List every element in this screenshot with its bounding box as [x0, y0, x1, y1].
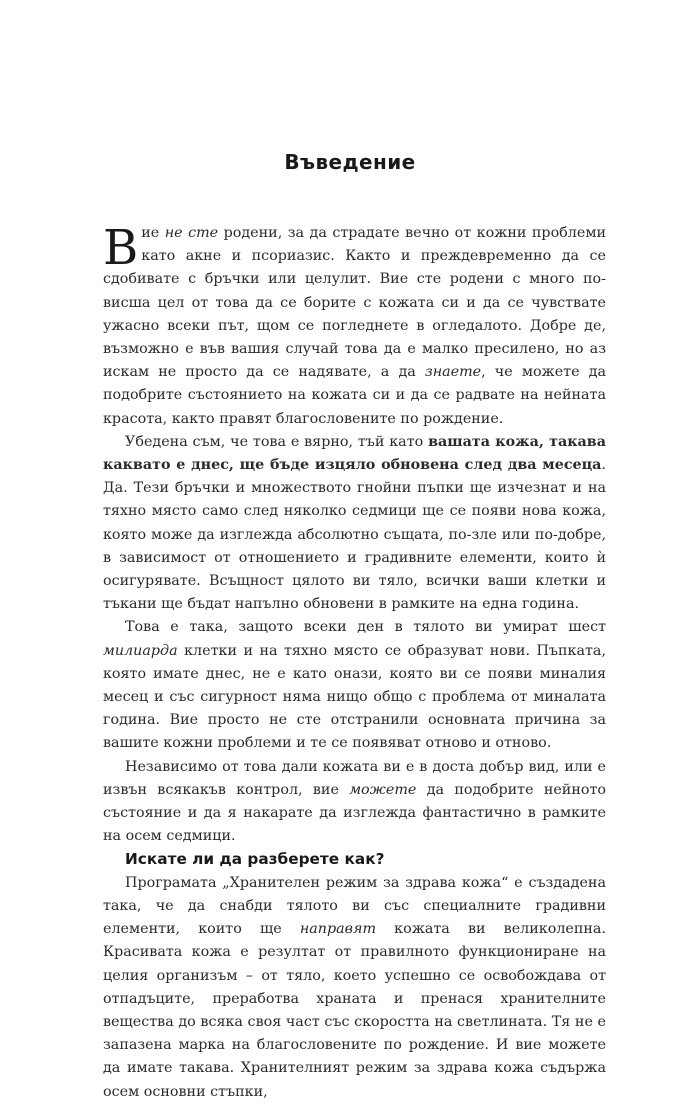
paragraph-4-text-2: да подобрите нейното състояние и да я накарате да изглежда фантастично в рамките на осем седмици. — [103, 781, 606, 845]
paragraph-4-text-1: Независимо от това дали кожата ви е в доста добър вид, или е извън всякакъв контрол, вие — [103, 758, 606, 798]
paragraph-1-emphasis-1: не сте — [164, 225, 219, 241]
paragraph-3-text-1: Това е така, защото всеки ден в тялото ви умират шест — [125, 619, 606, 636]
section-subheading: Искате ли да разберете как? — [125, 850, 385, 869]
paragraph-5-text-1: Програмата „Хранителен режим за здрава кожа“ е създадена така, че да снабди тялото ви със специалните градивни елементи, които ще — [103, 874, 606, 938]
chapter-title: Въведение — [284, 150, 416, 174]
paragraph-4 — [103, 756, 606, 849]
paragraph-5 — [103, 872, 606, 1104]
paragraph-1-text-1: ие — [141, 225, 165, 241]
paragraph-2 — [103, 431, 606, 617]
paragraph-1-text-3: , че можете да подобрите състоянието на кожата си и да се радвате на нейната красота, както правят благословените по рождение. — [103, 364, 606, 427]
paragraph-2-text-2: . Да. Тези бръчки и множеството гнойни пъпки ще изчезнат и на тяхно място само след няколко седмици ще се появи нова кожа, която може да изглежда абсолютно същата, по-зле или по-добре, в зависимост от отношението и градивните елементи, които ѝ осигурявате. Всъщност цялото ви тяло, всички ваши клетки и тъкани ще бъдат напълно обновени в рамките на една година. — [103, 457, 606, 613]
paragraph-3 — [103, 616, 606, 755]
paragraph-2-bold: вашата кожа, такава каквато е днес, ще бъде изцяло обновена след два месеца — [103, 433, 606, 474]
paragraph-5-emphasis: направят — [299, 921, 377, 938]
body-text — [103, 222, 606, 1104]
paragraph-3-text-2: клетки и на тяхно място се образуват нови. Пъпката, която имате днес, не е като онази, която ви се появи миналия месец и със сигурност няма нищо общо с проблема от миналата година. Вие просто не сте отстранили основната причина за вашите кожни проблеми и те се появяват отново и отново. — [103, 642, 606, 752]
paragraph-3-emphasis: милиарда — [103, 642, 178, 659]
paragraph-1-emphasis-2: знаете — [424, 364, 482, 381]
paragraph-1 — [103, 222, 606, 431]
paragraph-1-text-2: родени, за да страдате вечно от кожни проблеми като акне и псориазис. Както и преждевременно да се сдобивате с бръчки или целулит. Вие сте родени с много по-висша цел от това да се борите с кожата си и да се чувствате ужасно всеки път, щом се погледнете в огледалото. Добре де, възможно е във вашия случай това да е малко пресилено, но аз искам не просто да се надявате, а да — [103, 225, 606, 381]
paragraph-4-emphasis: можете — [349, 781, 417, 798]
paragraph-2-text-1: Убедена съм, че това е вярно, тъй като — [125, 433, 429, 450]
paragraph-5-text-2: кожата ви великолепна. Красивата кожа е резултат от правилното функциониране на целия организъм – от тяло, което успешно се освобождава от отпадъците, преработва храната и пренася хранителните вещества до всяка своя част със скоростта на светлината. Тя не е запазена марка на благословените по рождение. И вие можете да имате такава. Хранителният режим за здрава кожа съдържа осем основни стъпки, — [103, 921, 607, 1100]
drop-cap: В — [103, 220, 139, 276]
